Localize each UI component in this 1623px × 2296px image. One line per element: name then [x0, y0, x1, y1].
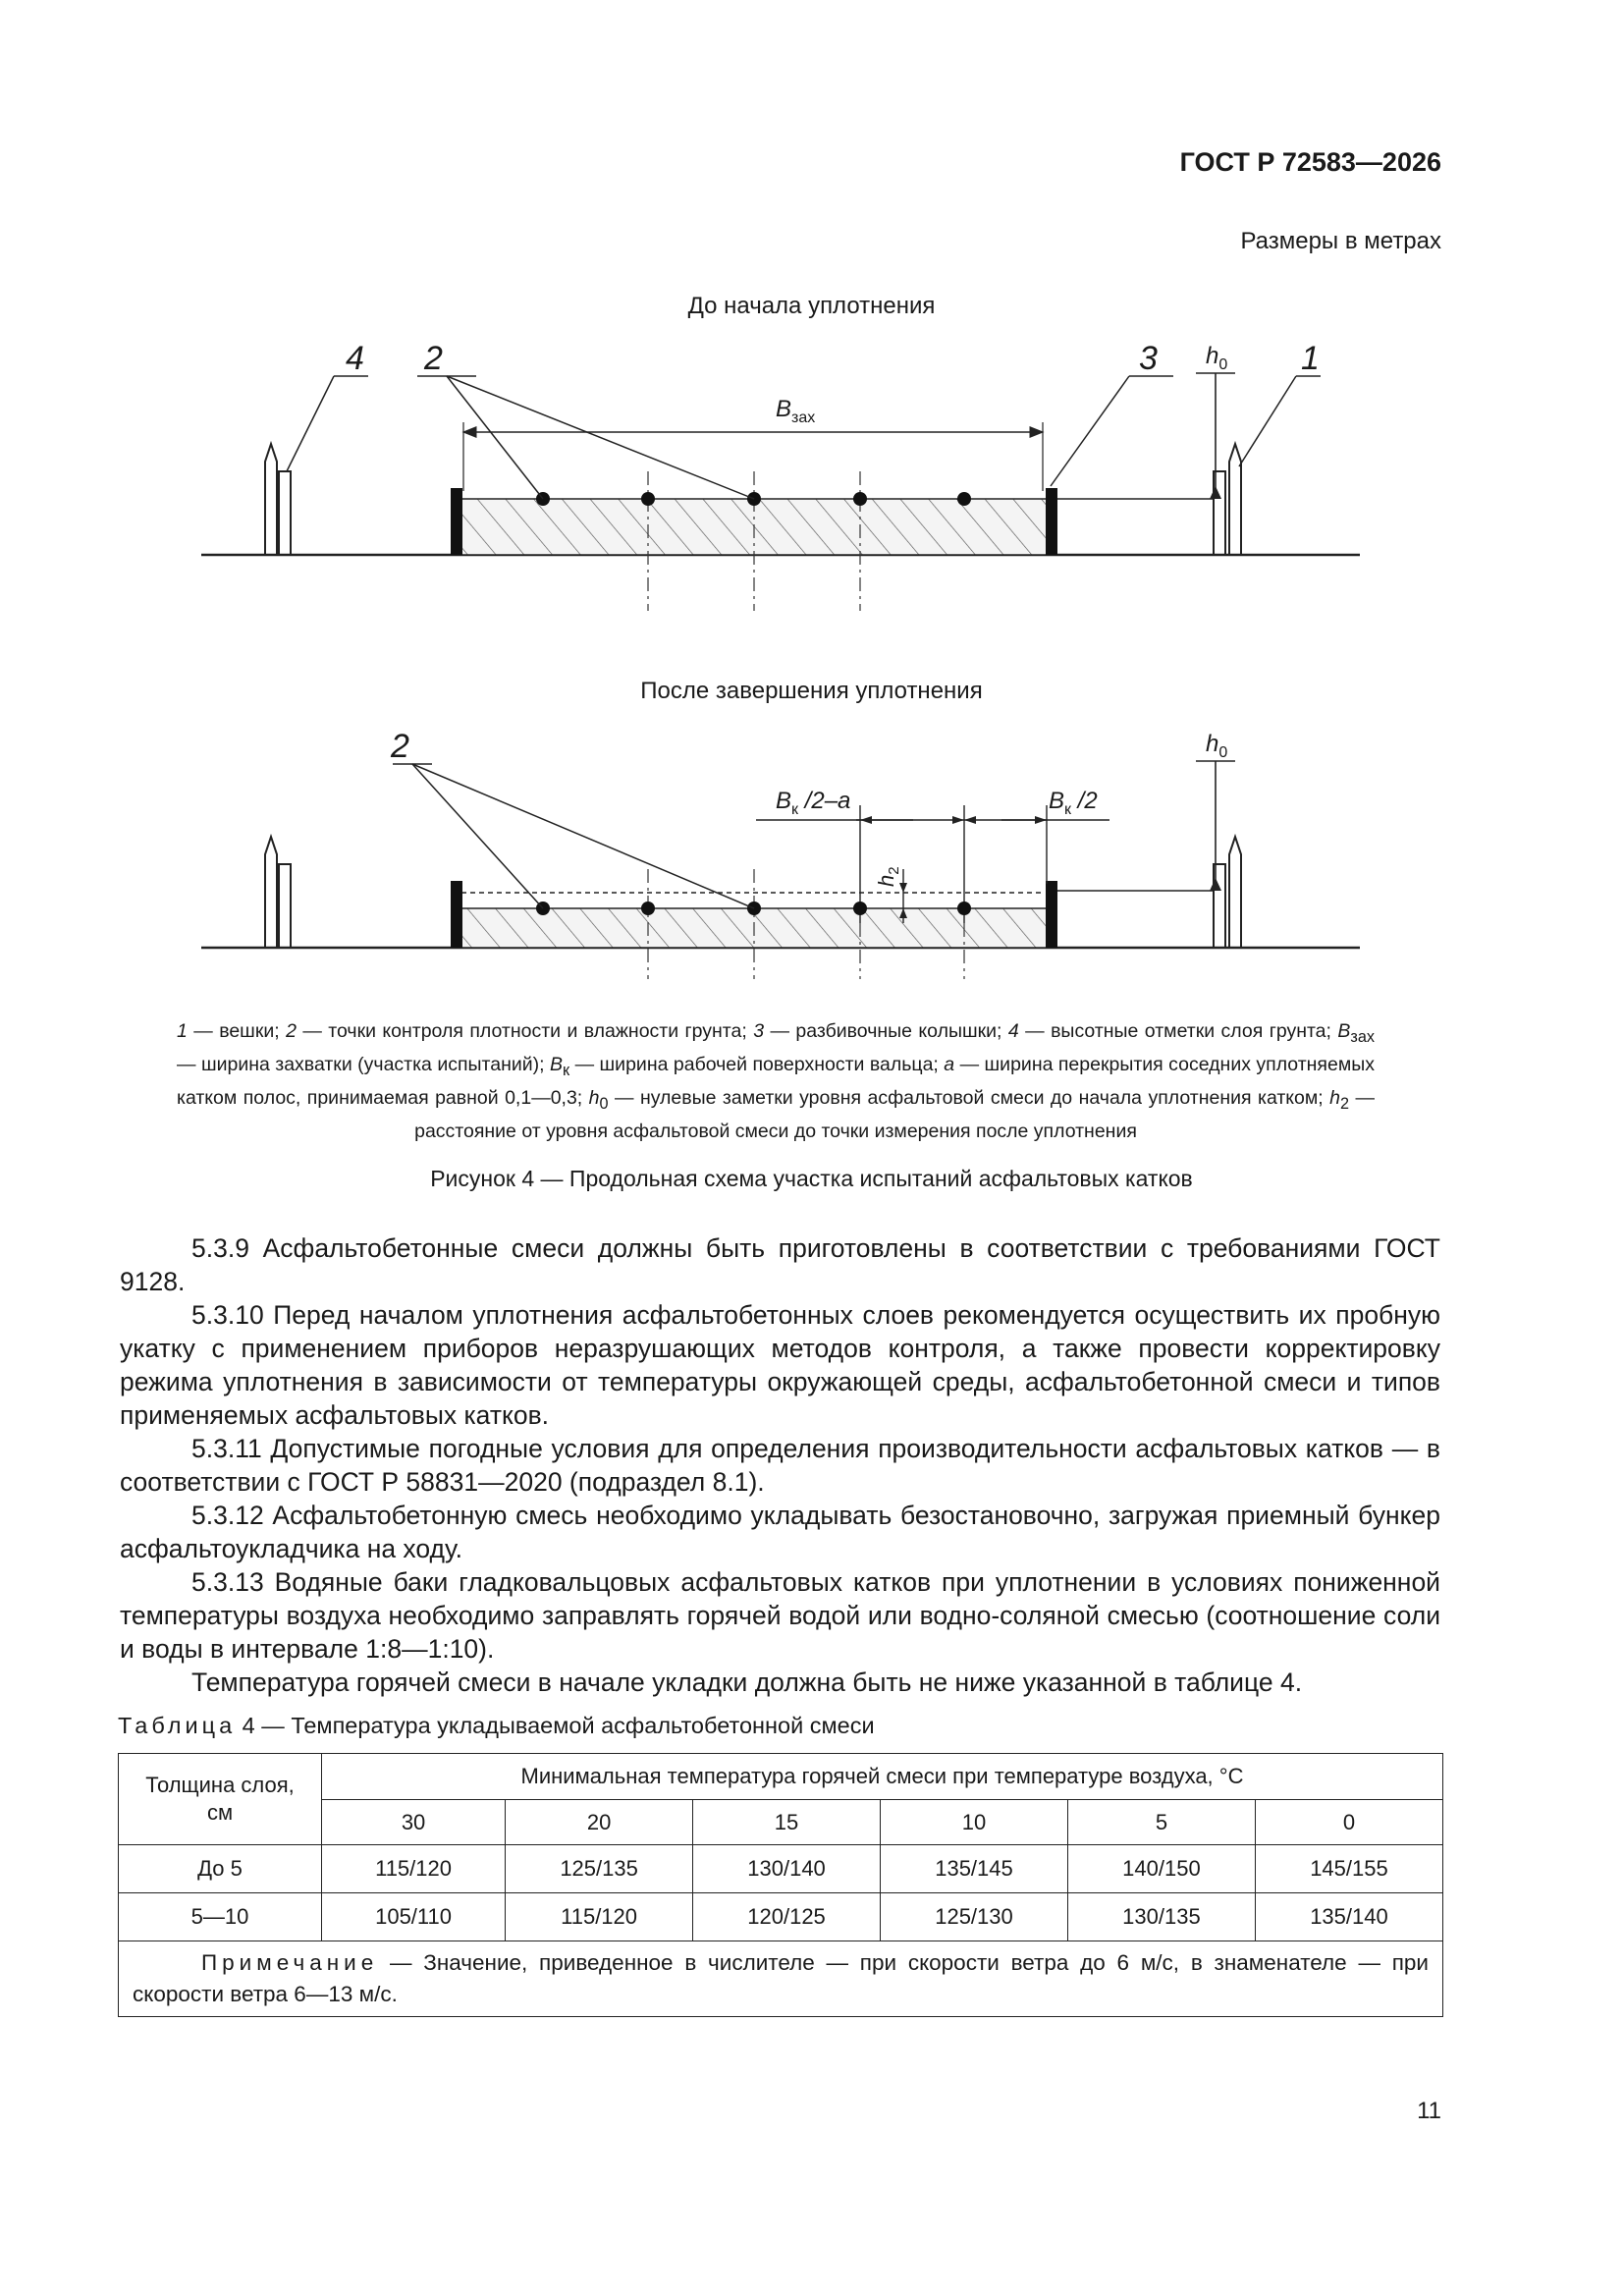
- label-h0-after: $h_0$: [1206, 731, 1228, 761]
- label-bzax: $B_{зах}$: [776, 396, 816, 426]
- header-min-temp: Минимальная температура горячей смеси при температуре воздуха, °С: [322, 1754, 1443, 1800]
- figure-top-title: До начала уплотнения: [687, 293, 936, 319]
- row-label: До 5: [119, 1845, 322, 1893]
- label-4: 4: [346, 340, 364, 377]
- marking-stake-right: [1046, 488, 1057, 555]
- page-number: 11: [1417, 2098, 1441, 2124]
- table-title: Таблица 4 — Температура укладываемой асфальтобетонной смеси: [118, 1713, 875, 1738]
- table-cell: 105/110: [322, 1893, 506, 1941]
- paragraph-5-3-9: 5.3.9 Асфальтобетонные смеси должны быть приготовлены в соответствии с требованиями ГОСТ 9128.: [120, 1233, 1440, 1296]
- header-temp: 30: [322, 1800, 506, 1845]
- table-row: [119, 1893, 1443, 1941]
- table-row: [119, 1845, 1443, 1893]
- table-cell: 115/120: [322, 1845, 506, 1893]
- marking-stake-left: [451, 488, 462, 555]
- paragraph-temperature: Температура горячей смеси в начале укладки должна быть не ниже указанной в таблице 4.: [191, 1667, 1303, 1697]
- standard-number: ГОСТ Р 72583—2026: [1179, 147, 1441, 177]
- table-cell: 135/140: [1255, 1893, 1442, 1941]
- header-temp: 10: [881, 1800, 1068, 1845]
- header-temp: 20: [506, 1800, 693, 1845]
- label-bk2a: $B_к$ /2–a: [776, 788, 851, 818]
- label-1: 1: [1301, 340, 1320, 377]
- figure-caption: Рисунок 4 — Продольная схема участка испытаний асфальтовых катков: [430, 1166, 1193, 1191]
- table-cell: 125/135: [506, 1845, 693, 1893]
- label-3: 3: [1139, 340, 1158, 377]
- dimensions-note: Размеры в метрах: [1240, 228, 1441, 254]
- table-cell: 135/145: [881, 1845, 1068, 1893]
- paragraph-5-3-11: 5.3.11 Допустимые погодные условия для определения производительности асфальтовых катков — в соответствии с ГОСТ Р 58831—2020 (подраздел 8.1).: [120, 1434, 1440, 1497]
- row-label: 5—10: [119, 1893, 322, 1941]
- temperature-table: [118, 1753, 1443, 2017]
- header-thickness: Толщина слоя, см: [119, 1754, 322, 1845]
- table-cell: 130/135: [1067, 1893, 1255, 1941]
- pole-left: [265, 444, 291, 555]
- table-note: Примечание — Значение, приведенное в числителе — при скорости ветра до 6 м/с, в знаменателе — при скорости ветра 6—13 м/с.: [119, 1941, 1443, 2017]
- diagram-before-compaction: [0, 334, 1623, 658]
- table-cell: 130/140: [693, 1845, 881, 1893]
- label-2-after: 2: [391, 728, 409, 765]
- diagram-after-compaction: [0, 722, 1623, 1007]
- table-cell: 125/130: [881, 1893, 1068, 1941]
- figure-bottom-title: После завершения уплотнения: [640, 678, 983, 704]
- header-temp: 5: [1067, 1800, 1255, 1845]
- table-cell: 120/125: [693, 1893, 881, 1941]
- label-2: 2: [424, 340, 443, 377]
- paragraph-5-3-12: 5.3.12 Асфальтобетонную смесь необходимо укладывать безостановочно, загружая приемный бункер асфальтоукладчика на ходу.: [120, 1501, 1440, 1563]
- label-h0: $h_0$: [1206, 343, 1228, 373]
- body-text: [120, 1231, 1440, 1699]
- table-cell: 145/155: [1255, 1845, 1442, 1893]
- pole-right: [1214, 444, 1241, 555]
- table-cell: 115/120: [506, 1893, 693, 1941]
- table-cell: 140/150: [1067, 1845, 1255, 1893]
- paragraph-5-3-10: 5.3.10 Перед началом уплотнения асфальтобетонных слоев рекомендуется осуществить их пробную укатку с применением приборов неразрушающих методов контроля, а также провести корректировку режима уплотнения в зависимости от температуры окружающей среды, асфальтобетонной смеси и типов применяемых асфальтовых катков.: [120, 1300, 1440, 1430]
- header-temp: 0: [1255, 1800, 1442, 1845]
- header-temp: 15: [693, 1800, 881, 1845]
- label-bk2: $B_к$ /2: [1049, 788, 1098, 818]
- figure-legend: 1 — вешки; 2 — точки контроля плотности и влажности грунта; 3 — разбивочные колышки; 4 — высотные отметки слоя грунта; $B_{зах}$ — ширина захватки (участка испытаний); $B_к$ — ширина рабочей поверхности вальца; a — ширина перекрытия соседних уплотняемых катком полос, принимаемая равной 0,1—0,3; $h_0$ — нулевые заметки уровня асфальтовой смеси до начала уплотнения катком; $h_2$ — расстояние от уровня асфальтовой смеси до точки измерения после уплотнения: [177, 1020, 1376, 1142]
- paragraph-5-3-13: 5.3.13 Водяные баки гладковальцовых асфальтовых катков при уплотнении в условиях пониженной температуры воздуха необходимо заправлять горячей водой или водно-соляной смесью (соотношение соли и воды в интервале 1:8—1:10).: [120, 1567, 1440, 1664]
- label-h2: $h_2$: [874, 866, 902, 887]
